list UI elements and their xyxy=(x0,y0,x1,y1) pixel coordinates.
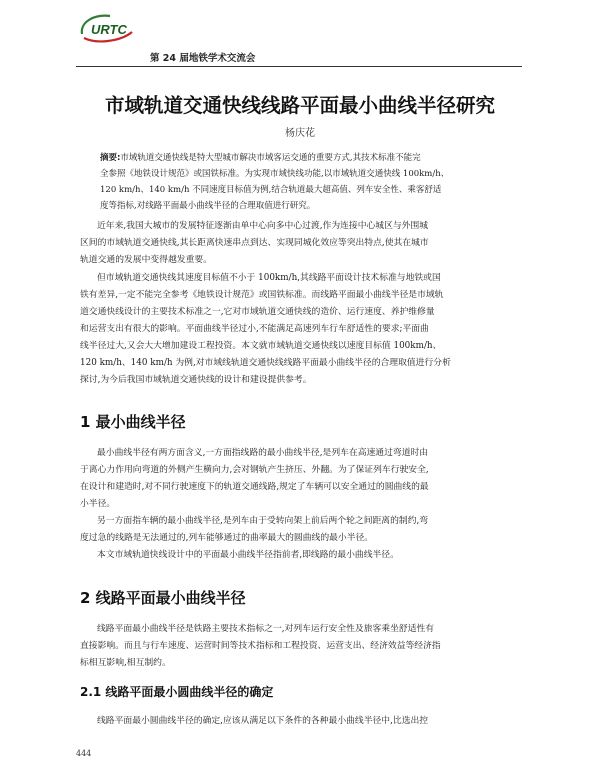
section-2-1-heading: 2.1 线路平面最小圆曲线半径的确定 xyxy=(80,685,274,699)
logo-text: URTC xyxy=(91,22,127,37)
section-1-paragraph-2: 另一方面指车辆的最小曲线半径,是列车由于受转向架上前后两个轮之间距离的制约,弯 度过急的线路是无法通过的,列车能够通过的曲率最大的圆曲线的最小半径。 xyxy=(80,516,429,543)
section-2-1-paragraph-1: 线路平面最小圆曲线半径的确定,应该从满足以下条件的各种最小曲线半径中,比选出控 xyxy=(97,716,429,726)
abstract-line: 全参照《地铁设计规范》或国铁标准。为实现市域快线功能,以市域轨道交通快线 100km/h、 xyxy=(100,169,450,179)
section-2-paragraph-1: 线路平面最小曲线半径是铁路主要技术指标之一,对列车运行安全性及旅客乘坐舒适性有 直接影响。而且与行车速度、运营时间等技术指标和工程投资、运营支出、经济效益等经济指 标相互影响,相互制约。 xyxy=(80,624,441,668)
section-2-heading: 2 线路平面最小曲线半径 xyxy=(80,589,246,607)
page-number: 444 xyxy=(76,749,92,758)
abstract xyxy=(100,150,510,214)
abstract-label: 摘要: xyxy=(100,153,121,163)
section-1-heading: 1 最小曲线半径 xyxy=(80,413,186,431)
section-1-paragraph-3: 本文市域轨道快线设计中的平面最小曲线半径指前者,即线路的最小曲线半径。 xyxy=(97,550,399,560)
author-name: 杨庆花 xyxy=(285,128,315,139)
conference-name: 第 24 届地铁学术交流会 xyxy=(150,53,256,64)
section-1-paragraph-1: 最小曲线半径有两方面含义,一方面指线路的最小曲线半径,是列车在高速通过弯道时由 于离心力作用向弯道的外侧产生横向力,会对钢轨产生挤压、外翻。为了保证列车行驶安全, 在设计和建造时,对不同行驶速度下的轨道交通线路,规定了车辆可以安全通过的圆曲线的最 小半径。 xyxy=(80,448,429,509)
header-rule xyxy=(76,66,522,67)
urtc-logo xyxy=(76,12,138,46)
abstract-line: 摘要:市域轨道交通快线是特大型城市解决市域客运交通的重要方式,其技术标准不能完 xyxy=(100,153,421,163)
intro-paragraph-2: 但市域轨道交通快线其速度目标值不小于 100km/h,其线路平面设计技术标准与地铁或国 铁有差异,一定不能完全参考《地铁设计规范》或国铁标准。而线路平面最小曲线半径是市域轨 道交通快线设计的主要技术标准之一,它对市域轨道交通快线的造价、运行速度、养护维修量 和运营支出有很大的影响。平面曲线半径过小,不能满足高速列车行车舒适性的要求;平面曲 线半径过大,又会大大增加建设工程投资。本文就市域轨道交通快线以速度目标值 100km/h、 120 km/h、140 km/h 为例,对市域线轨道交通快线线路平面最小曲线半径的合理取值进行分析 探讨,为今后我国市域轨道交通快线的设计和建设提供参考。 xyxy=(80,273,451,385)
intro-paragraph-1: 近年来,我国大城市的发展特征逐渐由单中心向多中心过渡,作为连接中心城区与外围城 区间的市域轨道交通快线,其长距离快速串点到达、实现同城化效应等突出特点,使其在城市 轨道交通的发展中变得越发重要。 xyxy=(80,221,429,265)
abstract-line: 120 km/h、140 km/h 不同速度目标值为例,结合轨道最大超高值、列车安全性、乘客舒适 xyxy=(100,185,442,195)
paper-title: 市域轨道交通快线线路平面最小曲线半径研究 xyxy=(104,94,495,117)
abstract-line: 度等指标,对线路平面最小曲线半径的合理取值进行研究。 xyxy=(100,201,316,211)
